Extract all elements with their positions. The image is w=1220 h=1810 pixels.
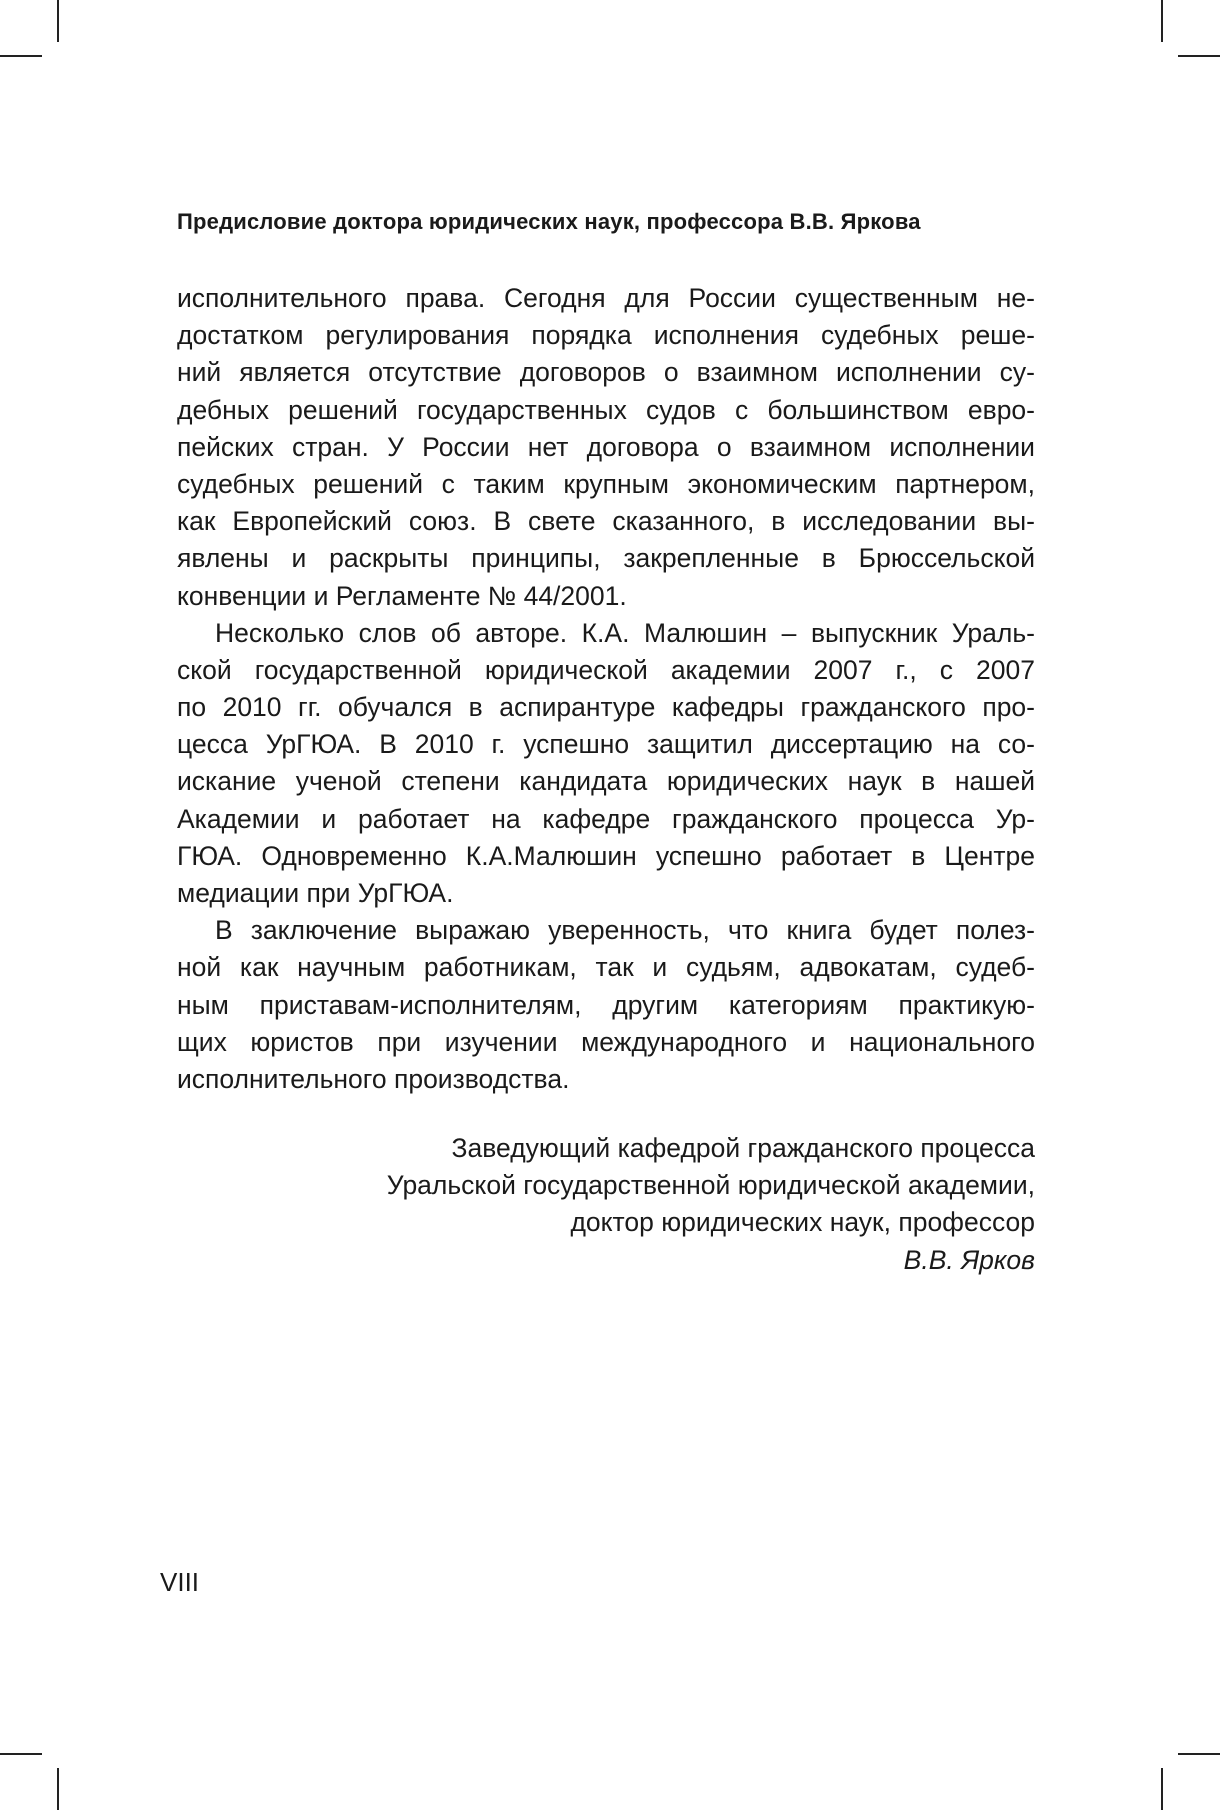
text-line: В заключение выражаю уверенность, что книга будет полез- — [215, 915, 1035, 946]
text-line: медиации при УрГЮА. — [177, 878, 454, 908]
crop-mark-bottom-right-horizontal — [1178, 1753, 1220, 1755]
signature-degree: доктор юридических наук, профессор — [570, 1207, 1035, 1238]
running-head: Предисловие доктора юридических наук, профессора В.В. Яркова — [177, 209, 921, 234]
text-line: цесса УрГЮА. В 2010 г. успешно защитил диссертацию на со- — [177, 729, 1035, 760]
text-line: по 2010 гг. обучался в аспирантуре кафедры гражданского про- — [177, 692, 1035, 723]
text-line: щих юристов при изучении международного и национального — [177, 1026, 1035, 1057]
body-text — [177, 280, 1035, 1098]
text-line: ний является отсутствие договоров о взаимном исполнении су- — [177, 357, 1035, 388]
crop-mark-top-left-vertical — [57, 0, 59, 42]
text-line: дебных решений государственных судов с большинством евро- — [177, 394, 1035, 425]
crop-mark-top-right-vertical — [1161, 0, 1163, 42]
text-line: конвенции и Регламенте № 44/2001. — [177, 580, 627, 611]
crop-mark-bottom-left-vertical — [57, 1768, 59, 1810]
text-line: как Европейский союз. В свете сказанного, в исследовании вы- — [177, 506, 1035, 537]
crop-mark-top-right-horizontal — [1178, 55, 1220, 57]
text-line: исполнительного производства. — [177, 1063, 570, 1094]
text-line: достатком регулирования порядка исполнения судебных реше- — [177, 320, 1035, 351]
text-line: явлены и раскрыты принципы, закрепленные в Брюссельской — [177, 543, 1035, 574]
text-line: ской государственной юридической академии 2007 г., с 2007 — [177, 654, 1035, 685]
crop-mark-top-left-horizontal — [0, 55, 42, 57]
crop-mark-bottom-left-horizontal — [0, 1753, 42, 1755]
crop-mark-bottom-right-vertical — [1161, 1768, 1163, 1810]
text-line: ГЮА. Одновременно К.А.Малюшин успешно работает в Центре — [177, 840, 1035, 871]
text-line: исполнительного права. Сегодня для России существенным не- — [177, 283, 1035, 313]
signature-block — [387, 1130, 1035, 1279]
signature-position: Заведующий кафедрой гражданского процесса — [451, 1133, 1035, 1163]
text-line: искание ученой степени кандидата юридических наук в нашей — [177, 766, 1035, 797]
signature-name: В.В. Ярков — [903, 1244, 1035, 1275]
text-line: ным приставам-исполнителям, другим категориям практикую- — [177, 989, 1035, 1020]
signature-institution: Уральской государственной юридической академии, — [386, 1170, 1035, 1201]
text-line: Несколько слов об авторе. К.А. Малюшин – выпускник Ураль- — [215, 617, 1035, 648]
text-line: судебных решений с таким крупным экономическим партнером, — [177, 468, 1035, 499]
text-line: Академии и работает на кафедре гражданского процесса Ур- — [177, 803, 1035, 834]
text-line: пейских стран. У России нет договора о взаимном исполнении — [177, 431, 1035, 462]
page-number: VIII — [160, 1567, 200, 1597]
text-line: ной как научным работникам, так и судьям, адвокатам, судеб- — [177, 952, 1035, 983]
